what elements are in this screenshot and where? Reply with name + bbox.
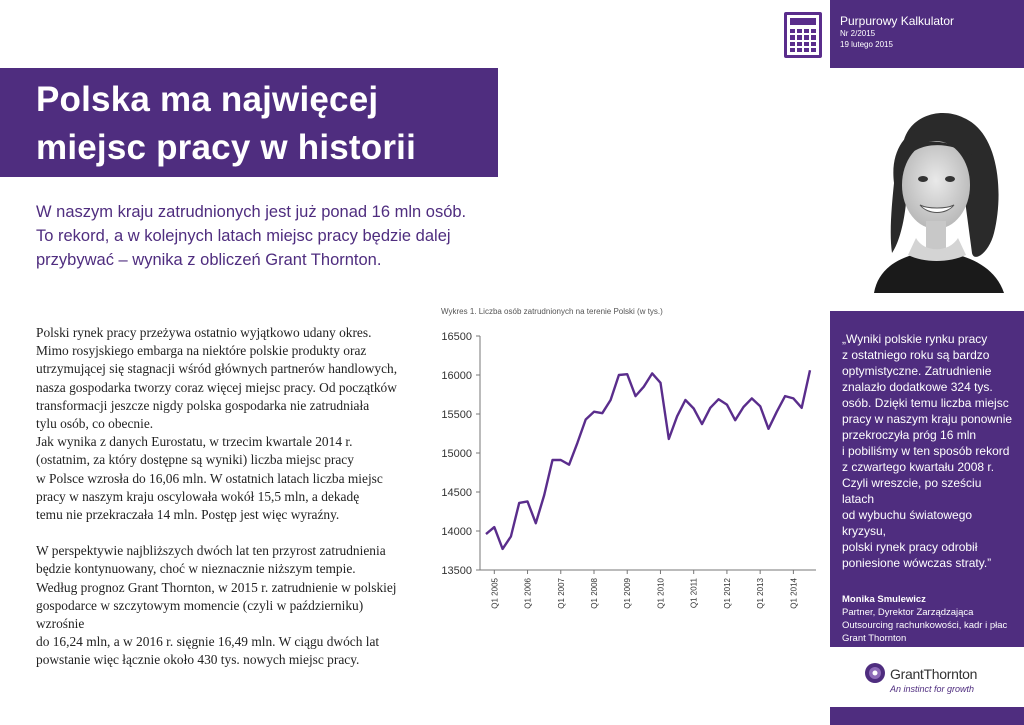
text-line: utrzymującej się stagnacji wśród głównych partnerów handlowych, xyxy=(36,361,398,377)
x-tick-label: Q1 2012 xyxy=(722,578,732,609)
quote-line: przekroczyła próg 16 mln xyxy=(842,428,977,442)
series-line xyxy=(486,370,810,549)
text-line: W perspektywie najbliższych dwóch lat ten przyrost zatrudnienia xyxy=(36,543,386,559)
text-line: (ostatnim, za który dostępne są wyniki) liczba miejsc pracy xyxy=(36,452,354,468)
text-line: tylu osób, co obecnie. xyxy=(36,416,154,432)
quote-author: Monika Smulewicz xyxy=(842,594,926,605)
calculator-icon xyxy=(784,12,822,58)
quote-line: Czyli wreszcie, po sześciu latach xyxy=(842,476,982,506)
text-line: temu nie przekraczała 14 mln. Postęp jest więc wyraźny. xyxy=(36,507,340,523)
y-tick-label: 15500 xyxy=(441,409,472,421)
issue-date: 19 lutego 2015 xyxy=(840,40,893,49)
publication-header xyxy=(830,0,1024,68)
text-line: nasza gospodarka tworzy coraz więcej miejsc pracy. Od początków xyxy=(36,379,397,395)
text-line: Według prognoz Grant Thornton, w 2015 r. zatrudnienie w polskiej xyxy=(36,579,397,595)
role-line: Partner, Dyrektor Zarządzająca xyxy=(842,607,974,618)
title-line: Polska ma najwięcej xyxy=(36,80,379,119)
logo-brand: GrantThornton xyxy=(890,666,978,682)
text-line: Mimo rosyjskiego embarga na niektóre polskie produkty oraz xyxy=(36,343,367,359)
x-tick-label: Q1 2005 xyxy=(490,578,500,609)
page-title xyxy=(36,76,498,172)
quote-line: pracy w naszym kraju ponownie xyxy=(842,412,1013,426)
quote-line: polski rynek pracy odrobił xyxy=(842,540,978,554)
quote-line: z ostatniego roku są bardzo xyxy=(842,348,990,362)
quote-line: „Wyniki polskie rynku pracy xyxy=(842,332,988,346)
x-tick-label: Q1 2009 xyxy=(623,578,633,609)
lead-paragraph xyxy=(36,200,486,272)
y-tick-label: 13500 xyxy=(441,565,472,577)
x-tick-label: Q1 2007 xyxy=(556,578,566,609)
text-line: do 16,24 mln, a w 2016 r. sięgnie 16,49 mln. W ciągu dwóch lat xyxy=(36,634,380,650)
quote-box xyxy=(830,311,1024,647)
x-tick-label: Q1 2013 xyxy=(756,578,766,609)
paragraph xyxy=(36,324,408,524)
role-line: Outsourcing rachunkowości, kadr i płac xyxy=(842,620,1008,631)
x-tick-label: Q1 2006 xyxy=(523,578,533,609)
logo-tagline: An instinct for growth xyxy=(890,684,975,694)
title-line: miejsc pracy w historii xyxy=(36,128,417,167)
text-line: będzie kontynuowany, choć w nieznacznie niższym tempie. xyxy=(36,561,356,577)
text-line: gospodarce w szczytowym momencie (czyli w październiku) wzrośnie xyxy=(36,597,364,632)
quote-line: i pobiliśmy w ten sposób rekord xyxy=(842,444,1010,458)
employment-line-chart xyxy=(430,322,826,622)
lead-line: przybywać – wynika z obliczeń Grant Thornton. xyxy=(36,251,382,269)
grant-thornton-mark-icon xyxy=(864,662,886,684)
lead-line: W naszym kraju zatrudnionych jest już ponad 16 mln osób. xyxy=(36,203,467,221)
article-body xyxy=(36,324,408,670)
text-line: Jak wynika z danych Eurostatu, w trzecim kwartale 2014 r. xyxy=(36,434,353,450)
quote-line: z czwartego kwartału 2008 r. xyxy=(842,460,995,474)
text-line: transformacji jeszcze nigdy polska gospodarka nie zatrudniała xyxy=(36,397,370,413)
publication-name: Purpurowy Kalkulator xyxy=(840,14,955,28)
text-line: powstanie więc łącznie około 430 tys. nowych miejsc pracy. xyxy=(36,652,360,668)
lead-line: To rekord, a w kolejnych latach miejsc pracy będzie dalej xyxy=(36,227,451,245)
text-line: Polski rynek pracy przeżywa ostatnio wyjątkowo udany okres. xyxy=(36,325,372,340)
quote-line: osób. Dzięki temu liczba miejsc xyxy=(842,396,1009,410)
paragraph xyxy=(36,542,408,669)
quote-text xyxy=(842,331,1014,571)
y-tick-label: 16500 xyxy=(441,331,472,343)
grant-thornton-logo xyxy=(864,660,1024,702)
issue-number: Nr 2/2015 xyxy=(840,29,876,38)
x-tick-label: Q1 2011 xyxy=(689,578,699,609)
title-band xyxy=(0,68,498,177)
quote-author-role xyxy=(842,606,1014,645)
y-tick-label: 15000 xyxy=(441,448,472,460)
y-tick-label: 14000 xyxy=(441,526,472,538)
x-tick-label: Q1 2008 xyxy=(590,578,599,609)
quote-line: od wybuchu światowego kryzysu, xyxy=(842,508,973,538)
text-line: pracy w naszym kraju oscylowała wokół 15,5 mln, a dekadę xyxy=(36,488,360,504)
bottom-bar xyxy=(830,707,1024,725)
quote-line: znalazło dodatkowe 324 tys. xyxy=(842,380,993,394)
chart-title: Wykres 1. Liczba osób zatrudnionych na terenie Polski (w tys.) xyxy=(441,307,663,316)
text-line: w Polsce wzrosła do 16,06 mln. W ostatnich latach liczba miejsc xyxy=(36,470,383,486)
role-line: Grant Thornton xyxy=(842,633,907,644)
y-tick-label: 14500 xyxy=(441,487,472,499)
y-tick-label: 16000 xyxy=(441,370,472,382)
author-portrait xyxy=(854,103,1016,293)
quote-line: optymistyczne. Zatrudnienie xyxy=(842,364,992,378)
x-tick-label: Q1 2010 xyxy=(656,578,666,609)
quote-line: poniesione wówczas straty.” xyxy=(842,556,992,570)
x-tick-label: Q1 2014 xyxy=(789,578,799,609)
